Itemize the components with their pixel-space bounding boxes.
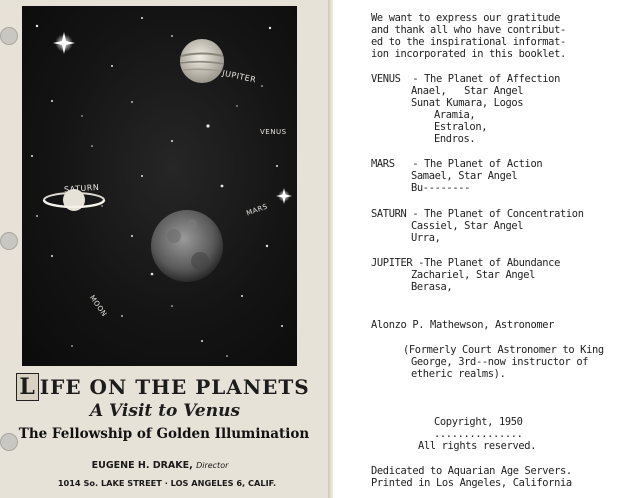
dedication-line: Dedicated to Aquarian Age Servers.: [371, 465, 572, 477]
label-saturn: SATURN: [63, 182, 100, 195]
jupiter-heading: JUPITER -The Planet of Abundance: [371, 257, 560, 269]
astronomer-note: (Formerly Court Astronomer to King: [403, 344, 604, 356]
label-jupiter: JUPITER: [221, 68, 257, 85]
venus-entry: Endros.: [434, 133, 476, 145]
cover-director: [40, 460, 280, 471]
cover-fellowship-name: The Fellowship of Golden Illumination: [18, 426, 310, 442]
director-name: EUGENE H. DRAKE,: [91, 460, 193, 471]
saturn-entry: Urra,: [411, 232, 441, 244]
venus-entry: Sunat Kumara, Logos: [411, 97, 524, 109]
saturn-heading: SATURN - The Planet of Concentration: [371, 208, 584, 220]
gratitude-line: ion incorporated in this booklet.: [371, 48, 566, 60]
venus-entry: Aramia,: [434, 109, 476, 121]
gratitude-line: and thank all who have contribut-: [371, 24, 566, 36]
jupiter-entry: Zachariel, Star Angel: [411, 269, 536, 281]
astronomer-line: Alonzo P. Mathewson, Astronomer: [371, 319, 555, 331]
cover-subtitle: A Visit to Venus: [89, 401, 241, 421]
cover-illustration-space: [22, 6, 297, 366]
label-moon: MOON: [87, 293, 109, 319]
venus-entry: Anael, Star Angel: [411, 85, 524, 97]
bright-star: [53, 32, 75, 54]
title-initial: L: [16, 373, 38, 401]
printed-line: Printed in Los Angeles, California: [371, 477, 572, 489]
astronomer-note: etheric realms).: [411, 368, 506, 380]
label-venus: VENUS: [260, 128, 287, 136]
rights-line: All rights reserved.: [418, 440, 537, 452]
punch-hole: [0, 27, 18, 45]
jupiter-entry: Berasa,: [411, 281, 453, 293]
mars-entry: Bu--------: [411, 182, 471, 194]
mars-entry: Samael, Star Angel: [411, 170, 518, 182]
cover-title: [16, 373, 310, 401]
astronomer-note: George, 3rd--now instructor of: [411, 356, 589, 368]
bright-star: [276, 188, 292, 204]
gratitude-line: ed to the inspirational informat-: [371, 36, 566, 48]
cover-address: 1014 So. LAKE STREET · LOS ANGELES 6, CALIF.: [57, 478, 277, 488]
mars-heading: MARS - The Planet of Action: [371, 158, 543, 170]
moon-crescent: [53, 293, 116, 356]
label-mars: MARS: [245, 202, 269, 218]
gratitude-line: We want to express our gratitude: [371, 12, 560, 24]
jupiter-planet: [180, 39, 224, 83]
copyright-line: Copyright, 1950: [434, 416, 523, 428]
venus-crescent: [220, 124, 244, 154]
director-role: Director: [196, 461, 229, 470]
venus-heading: VENUS - The Planet of Affection: [371, 73, 560, 85]
mars-planet: [151, 210, 223, 282]
typed-page: [333, 0, 640, 498]
copyright-dots: ...............: [434, 428, 523, 440]
title-rest: IFE ON THE PLANETS: [39, 375, 310, 399]
saturn-entry: Cassiel, Star Angel: [411, 220, 524, 232]
punch-hole: [0, 232, 18, 250]
venus-entry: Estralon,: [434, 121, 488, 133]
